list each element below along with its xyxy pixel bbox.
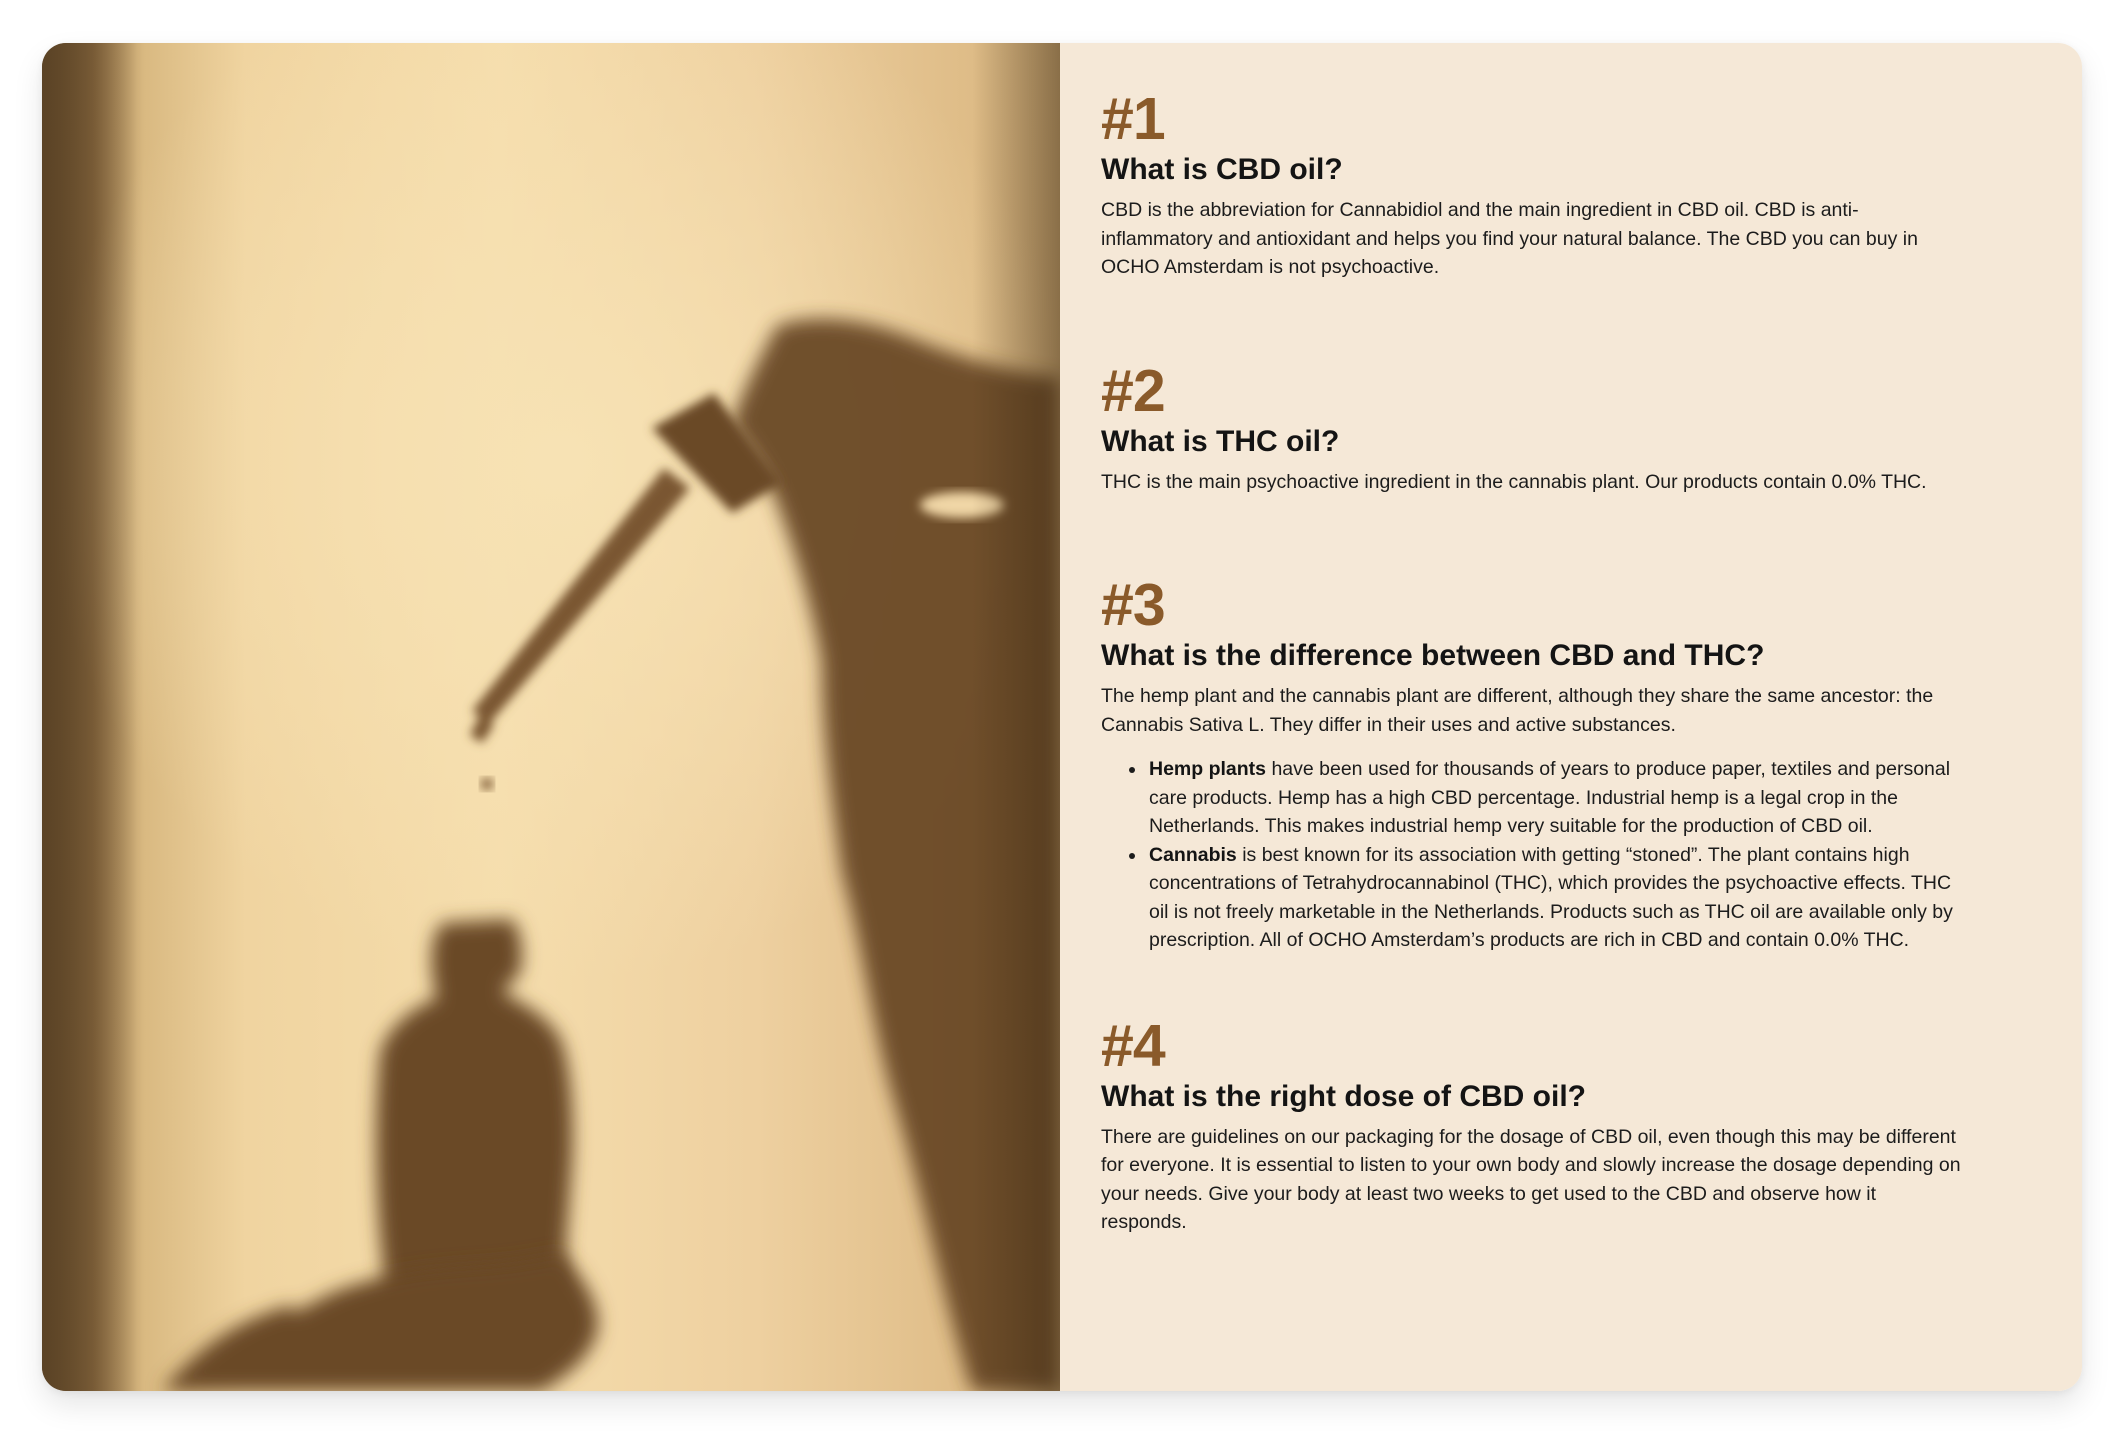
lower-hand-shadow: [162, 1253, 598, 1391]
list-item: [1129, 841, 1962, 955]
bullet-text: is best known for its association with getting “stoned”. The plant contains high concentrations of Tetrahydrocannabinol (THC), which provides the psychoactive effects. THC oil is not freely marketable in the Netherlands. Products such as THC oil are available only by prescription. All of OCHO Amsterdam’s products are rich in CBD and contain 0.0% THC.: [1149, 843, 1953, 951]
faq-answer: CBD is the abbreviation for Cannabidiol and the main ingredient in CBD oil. CBD is anti-inflammatory and antioxidant and helps you find your natural balance. The CBD you can buy in OCHO Amsterdam is not psychoactive.: [1101, 199, 1918, 278]
faq-number: #3: [1101, 572, 1165, 638]
dropper-bottle-shadow-photo: [42, 43, 1060, 1391]
faq-item-2: [1101, 357, 1962, 497]
faq-answer: The hemp plant and the cannabis plant are different, although they share the same ancestor: the Cannabis Sativa L. They differ in their uses and active substances.: [1101, 685, 1934, 736]
oil-drop-shadow: [481, 778, 493, 790]
faq-answer: THC is the main psychoactive ingredient in the cannabis plant. Our products contain 0.0% THC.: [1101, 470, 1927, 493]
bullet-term: Cannabis: [1149, 843, 1237, 866]
right-shadow-edge: [972, 43, 1060, 1391]
bullet-text: have been used for thousands of years to produce paper, textiles and personal care products. Hemp has a high CBD percentage. Industrial hemp is a legal crop in the Netherlands. This makes industrial hemp very suitable for the production of CBD oil.: [1149, 758, 1951, 837]
faq-question: What is the right dose of CBD oil?: [1101, 1079, 1586, 1113]
faq-question: What is THC oil?: [1101, 424, 1340, 458]
faq-number: #1: [1101, 86, 1165, 152]
list-item: [1129, 755, 1962, 841]
faq-question: What is the difference between CBD and THC?: [1101, 639, 1765, 672]
faq-number: #4: [1101, 1012, 1165, 1079]
photo-shadow-illustration: [42, 43, 1060, 1391]
faq-answer: There are guidelines on our packaging for the dosage of CBD oil, even though this may be different for everyone. It is essential to listen to your own body and slowly increase the dosage depending on your needs. Give your body at least two weeks to get used to the CBD and observe how it responds.: [1101, 1125, 1961, 1233]
faq-question: What is CBD oil?: [1101, 153, 1343, 186]
faq-card: [42, 43, 2082, 1391]
faq-item-1: [1101, 88, 1962, 282]
faq-bullet-list: [1101, 755, 1962, 955]
faq-text-panel: [1060, 43, 2082, 1391]
faq-item-3: [1101, 574, 1962, 955]
faq-number: #2: [1101, 357, 1165, 424]
dropper-pipette-shadow: [470, 468, 690, 743]
faq-item-4: [1101, 1012, 1962, 1237]
left-shadow-edge: [42, 43, 137, 1391]
bullet-term: Hemp plants: [1149, 758, 1267, 780]
